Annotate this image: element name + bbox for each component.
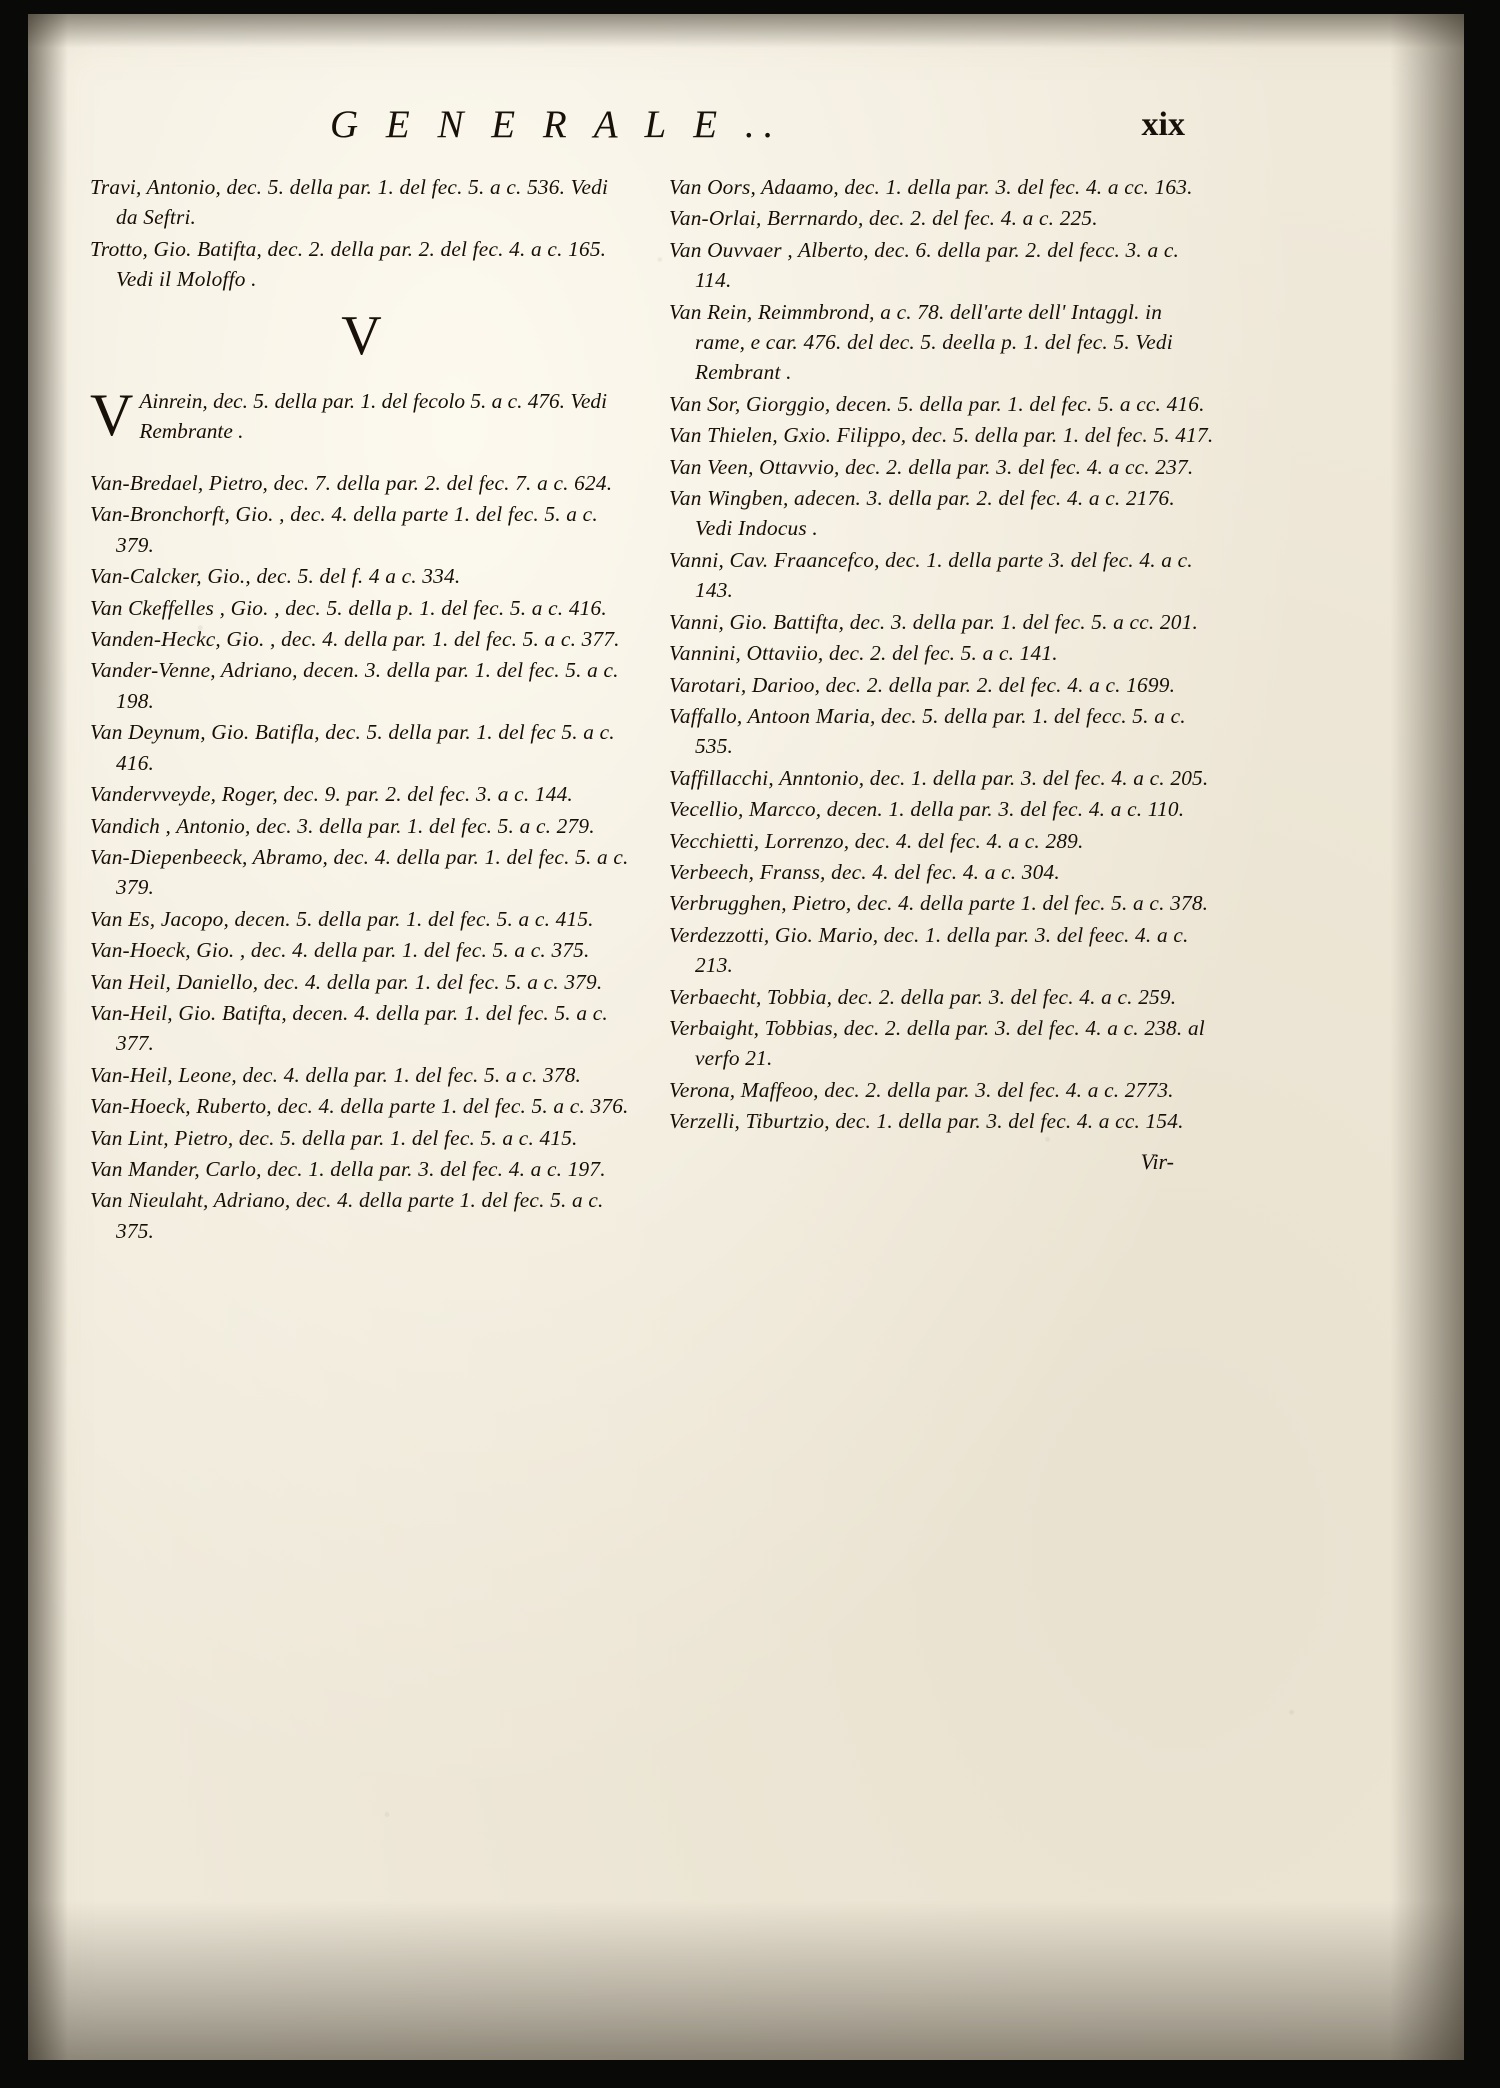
first-entry-block <box>90 381 635 448</box>
index-entry: Travi, Antonio, dec. 5. della par. 1. del fec. 5. a c. 536. Vedi da Seftri. <box>90 175 609 230</box>
index-entry: Van Veen, Ottavvio, dec. 2. della par. 3. del fec. 4. a cc. 237. <box>669 454 1194 479</box>
index-entry: Verdezzotti, Gio. Mario, dec. 1. della par. 3. del feec. 4. a c. 213. <box>669 922 1189 978</box>
index-entry: Verbaecht, Tobbia, dec. 2. della par. 3. del fec. 4. a c. 259. <box>669 984 1177 1009</box>
index-entry: Van Ouvvaer , Alberto, dec. 6. della par. 2. del fecc. 3. a c. 114. <box>669 237 1179 293</box>
index-entry: Verbeech, Franss, dec. 4. del fec. 4. a c. 304. <box>669 859 1060 884</box>
index-entry: Van Mander, Carlo, dec. 1. della par. 3. del fec. 4. a c. 197. <box>90 1156 606 1181</box>
index-entry: Van Ckeffelles , Gio. , dec. 5. della p. 1. del fec. 5. a c. 416. <box>90 595 607 620</box>
index-entry: Van-Hoeck, Ruberto, dec. 4. della parte 1. del fec. 5. a c. 376. <box>90 1094 629 1119</box>
index-entry: Van Nieulaht, Adriano, dec. 4. della parte 1. del fec. 5. a c. 375. <box>90 1188 604 1243</box>
running-head <box>90 96 1290 166</box>
index-entry: Van Es, Jacopo, decen. 5. della par. 1. del fec. 5. a c. 415. <box>90 906 594 931</box>
page-edge-shadow-left <box>28 14 68 2060</box>
index-entry: Van Heil, Daniello, dec. 4. della par. 1. del fec. 5. a c. 379. <box>90 969 603 994</box>
index-entry: Van-Hoeck, Gio. , dec. 4. della par. 1. del fec. 5. a c. 375. <box>90 938 590 963</box>
index-entry: Vaffallo, Antoon Maria, dec. 5. della par. 1. del fecc. 5. a c. 535. <box>669 703 1186 759</box>
page-number: xix <box>1141 106 1185 143</box>
index-entry: Van Wingben, adecen. 3. della par. 2. del fec. 4. a c. 2176. Vedi Indocus . <box>669 486 1175 541</box>
index-entry: Van Rein, Reimmbrond, a c. 78. dell'arte dell' Intaggl. in rame, e car. 476. del dec. 5. deella p. 1. del fec. 5. Vedi Rembrant . <box>669 299 1173 385</box>
index-entry: Van Lint, Pietro, dec. 5. della par. 1. del fec. 5. a c. 415. <box>90 1125 578 1150</box>
index-entry: Van-Orlai, Berrnardo, dec. 2. del fec. 4. a c. 225. <box>669 206 1098 231</box>
running-head-title: G E N E R A L E .. <box>330 103 783 146</box>
right-column <box>669 172 1214 1247</box>
index-entry: Verona, Maffeoo, dec. 2. della par. 3. del fec. 4. a c. 2773. <box>669 1077 1174 1102</box>
section-letter-heading: V <box>341 304 384 367</box>
page-edge-shadow-right <box>1390 14 1464 2060</box>
index-entry: Vecellio, Marcco, decen. 1. della par. 3. del fec. 4. a c. 110. <box>669 797 1185 822</box>
index-entry: Vannini, Ottaviio, dec. 2. del fec. 5. a c. 141. <box>669 641 1058 666</box>
index-entry: Van-Heil, Gio. Batifta, decen. 4. della par. 1. del fec. 5. a c. 377. <box>90 1000 608 1056</box>
page-content <box>90 96 1290 1916</box>
index-entry: Vandich , Antonio, dec. 3. della par. 1. del fec. 5. a c. 279. <box>90 813 595 838</box>
index-entry: Van Deynum, Gio. Batifla, dec. 5. della par. 1. del fec 5. a c. 416. <box>90 720 615 775</box>
index-entry: Ainrein, dec. 5. della par. 1. del fecolo 5. a c. 476. Vedi Rembrante . <box>139 388 607 444</box>
index-entry: Van-Heil, Leone, dec. 4. della par. 1. del fec. 5. a c. 378. <box>90 1062 582 1087</box>
index-entry: Van-Bredael, Pietro, dec. 7. della par. 2. del fec. 7. a c. 624. <box>90 471 613 496</box>
page-edge-shadow-bottom <box>28 1900 1464 2060</box>
drop-cap: V <box>90 381 134 448</box>
index-entry: Verbaight, Tobbias, dec. 2. della par. 3. del fec. 4. a c. 238. al verfo 21. <box>669 1015 1205 1071</box>
catchword: Vir- <box>1140 1148 1174 1174</box>
index-entry: Varotari, Darioo, dec. 2. della par. 2. del fec. 4. a c. 1699. <box>669 672 1176 697</box>
index-columns <box>90 172 1290 1247</box>
index-entry: Trotto, Gio. Batifta, dec. 2. della par. 2. del fec. 4. a c. 165. Vedi il Moloffo . <box>90 236 607 292</box>
page-edge-shadow-top <box>28 14 1464 48</box>
index-entry: Vanden-Heckc, Gio. , dec. 4. della par. 1. del fec. 5. a c. 377. <box>90 627 620 652</box>
index-entry: Vaffillacchi, Anntonio, dec. 1. della par. 3. del fec. 4. a c. 205. <box>669 765 1209 790</box>
left-column <box>90 172 635 1247</box>
index-entry: Van Sor, Giorggio, decen. 5. della par. 1. del fec. 5. a cc. 416. <box>669 391 1205 416</box>
index-entry: Vanni, Gio. Battifta, dec. 3. della par. 1. del fec. 5. a cc. 201. <box>669 609 1198 634</box>
index-entry: Van-Calcker, Gio., dec. 5. del f. 4 a c. 334. <box>90 564 461 589</box>
index-entry: Verzelli, Tiburtzio, dec. 1. della par. 3. del fec. 4. a cc. 154. <box>669 1109 1184 1134</box>
index-entry: Vandervveyde, Roger, dec. 9. par. 2. del fec. 3. a c. 144. <box>90 782 573 807</box>
index-entry: Vander-Venne, Adriano, decen. 3. della par. 1. del fec. 5. a c. 198. <box>90 658 619 713</box>
index-entry: Van-Bronchorft, Gio. , dec. 4. della parte 1. del fec. 5. a c. 379. <box>90 502 598 557</box>
index-entry: Van Oors, Adaamo, dec. 1. della par. 3. del fec. 4. a cc. 163. <box>669 175 1193 199</box>
index-entry: Van-Diepenbeeck, Abramo, dec. 4. della par. 1. del fec. 5. a c. 379. <box>90 844 629 900</box>
index-entry: Verbrugghen, Pietro, dec. 4. della parte 1. del fec. 5. a c. 378. <box>669 891 1209 916</box>
index-entry: Vanni, Cav. Fraancefco, dec. 1. della parte 3. del fec. 4. a c. 143. <box>669 547 1193 603</box>
index-entry: Van Thielen, Gxio. Filippo, dec. 5. della par. 1. del fec. 5. 417. <box>669 423 1214 448</box>
index-entry: Vecchietti, Lorrenzo, dec. 4. del fec. 4. a c. 289. <box>669 828 1084 853</box>
